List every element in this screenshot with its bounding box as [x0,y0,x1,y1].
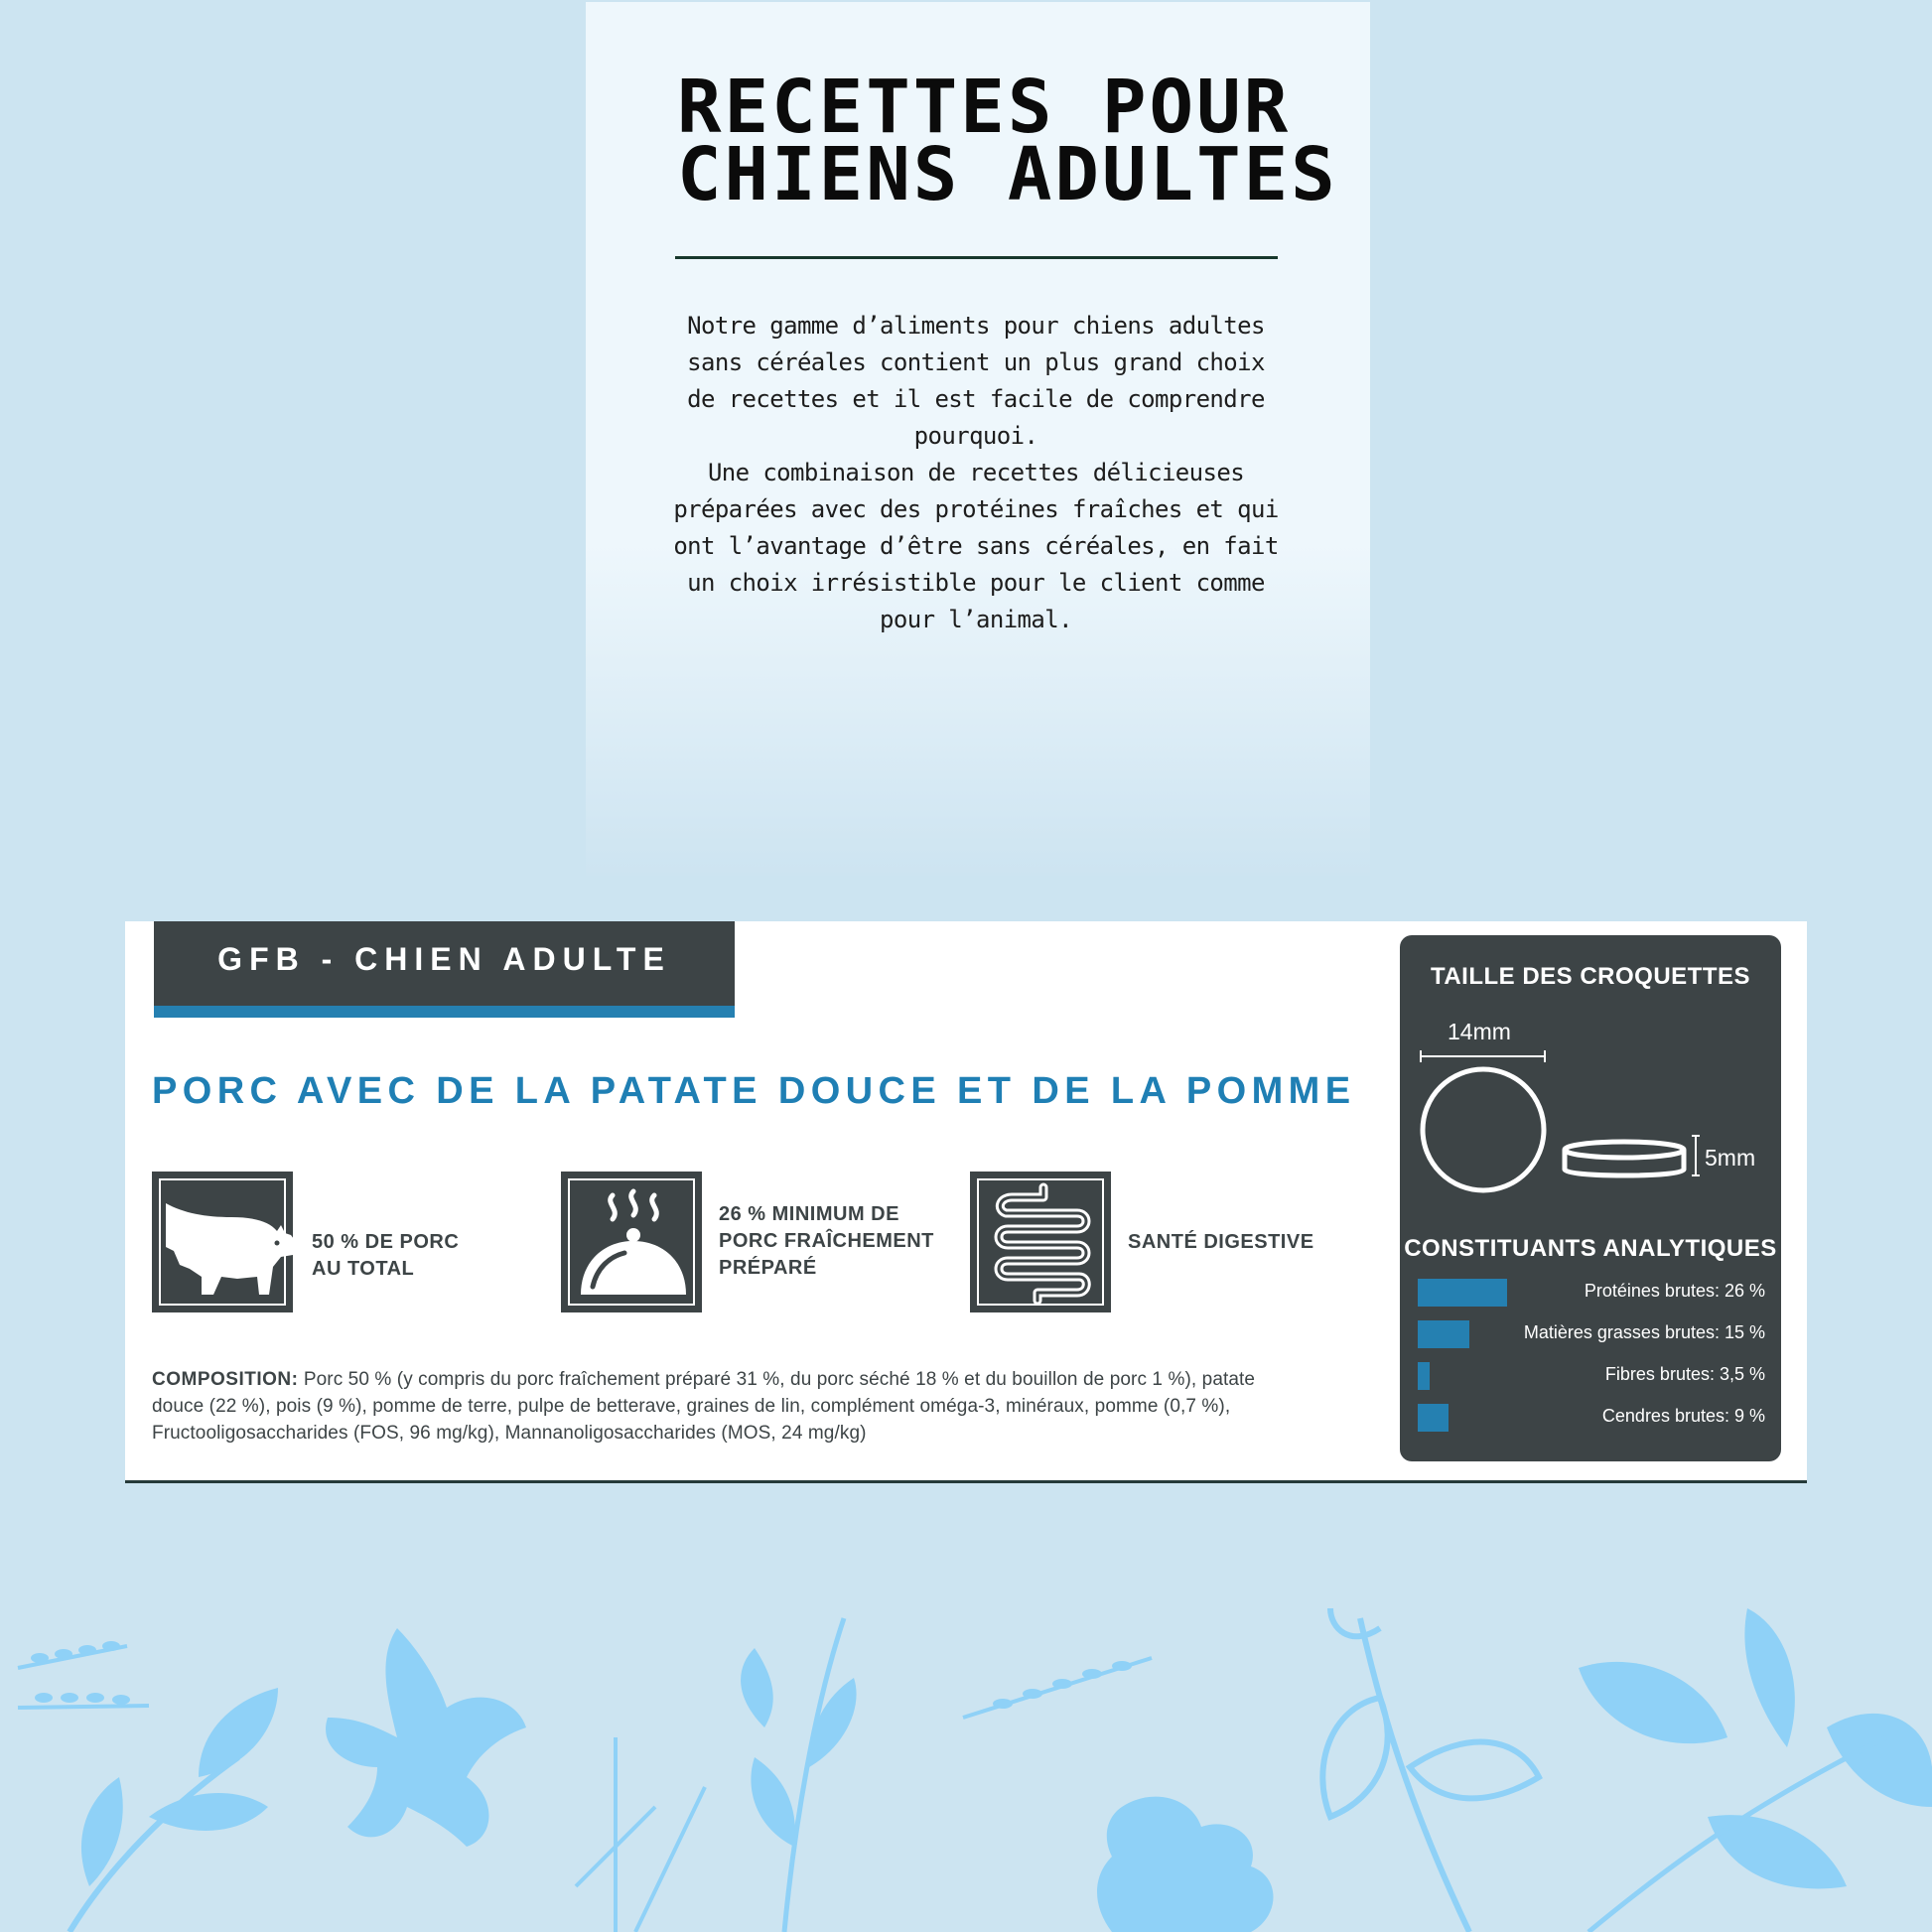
title-divider [675,256,1278,259]
composition-label: COMPOSITION: [152,1369,299,1390]
lavender-top-icon [963,1658,1152,1718]
maple-leaf-icon [326,1628,526,1847]
analytics-row-fat [1418,1320,1765,1348]
intro-card [586,2,1370,876]
pig-icon [152,1172,293,1312]
lavender-buds-icon [31,1641,130,1705]
analytics-bar-fat [1418,1320,1469,1348]
page-title-line-1: RECETTES POUR [677,65,1292,150]
analytics-bar-ash [1418,1404,1449,1432]
composition-ingredients: Porc 50 % (y compris du porc fraîchement préparé 31 %, du porc séché 18 % et du bouillon de porc 1 %), patate douce (22 %), pois (9 %), pomme de terre, pulpe de betterave, graines de lin, complément oméga-3, minéraux, pomme (0,7 %), Fructooligosaccharides (FOS, 96 mg/kg), Mannanoligosaccharides (MOS, 24 mg/kg) [152,1369,1256,1444]
feature-fresh-pork-line-2: PORC FRAÎCHEMENT [719,1230,934,1252]
feature-fresh-pork-line-3: PRÉPARÉ [719,1257,817,1279]
decorative-leaves [0,1588,1932,1932]
specs-panel [1400,935,1781,1461]
intro-paragraph-1: Notre gamme d’aliments pour chiens adultes sans céréales contient un plus grand choix de recettes et il est facile de comprendre pourquoi. [687,312,1265,450]
leaf-sprig-icon [741,1618,857,1932]
intestine-icon [970,1172,1111,1312]
feature-pork-total-line-1: 50 % DE PORC [312,1231,460,1253]
feature-pork-total [312,1229,459,1283]
product-line-tab [154,921,735,1018]
page-title [677,65,1352,217]
analytics-label-fat: Matières grasses brutes: 15 % [1523,1322,1765,1342]
intro-paragraph-2: Une combinaison de recettes délicieuses préparées avec des protéines fraîches et qui ont l’avantage d’être sans céréales, en fait un choix irrésistible pour le client comme pour l’animal. [673,459,1279,633]
analytics-bar-fibre [1418,1362,1430,1390]
feature-fresh-pork-line-1: 26 % MINIMUM DE [719,1203,899,1225]
analytics-label-protein: Protéines brutes: 26 % [1584,1281,1765,1301]
product-banner [125,921,1807,1483]
lavender-stalk-icon [576,1737,705,1932]
outlined-branch-icon [1322,1608,1539,1932]
analytics-row-fibre [1418,1362,1765,1390]
analytics-bar-protein [1418,1279,1507,1307]
analytics-label-ash: Cendres brutes: 9 % [1601,1406,1765,1426]
analytics-row-ash [1418,1404,1765,1432]
feature-fresh-pork [719,1201,934,1282]
parsley-leaf-icon [1097,1797,1274,1932]
product-line-label: GFB - CHIEN ADULTE [217,941,671,977]
leaf-branch-icon [69,1688,278,1932]
kibble-thickness-label: 5mm [1705,1145,1756,1171]
analytics-heading: CONSTITUANTS ANALYTIQUES [1404,1235,1777,1262]
feature-pork-total-line-2: AU TOTAL [312,1258,415,1280]
cloche-icon [561,1172,702,1312]
analytics-label-fibre: Fibres brutes: 3,5 % [1604,1364,1765,1384]
analytics-row-protein [1418,1279,1765,1307]
kibble-diagram [1400,935,1781,1223]
feature-digestive-health [1128,1229,1314,1256]
kibble-diameter-label: 14mm [1448,1019,1511,1044]
page-title-line-2: CHIENS ADULTES [677,132,1338,217]
large-leaf-icon [1579,1608,1932,1888]
kibble-size-heading: TAILLE DES CROQUETTES [1430,963,1751,990]
recipe-title: PORC AVEC DE LA PATATE DOUCE ET DE LA POMME [152,1070,1356,1112]
feature-digestive-health-line-1: SANTÉ DIGESTIVE [1128,1231,1314,1253]
composition-text [152,1366,1264,1447]
